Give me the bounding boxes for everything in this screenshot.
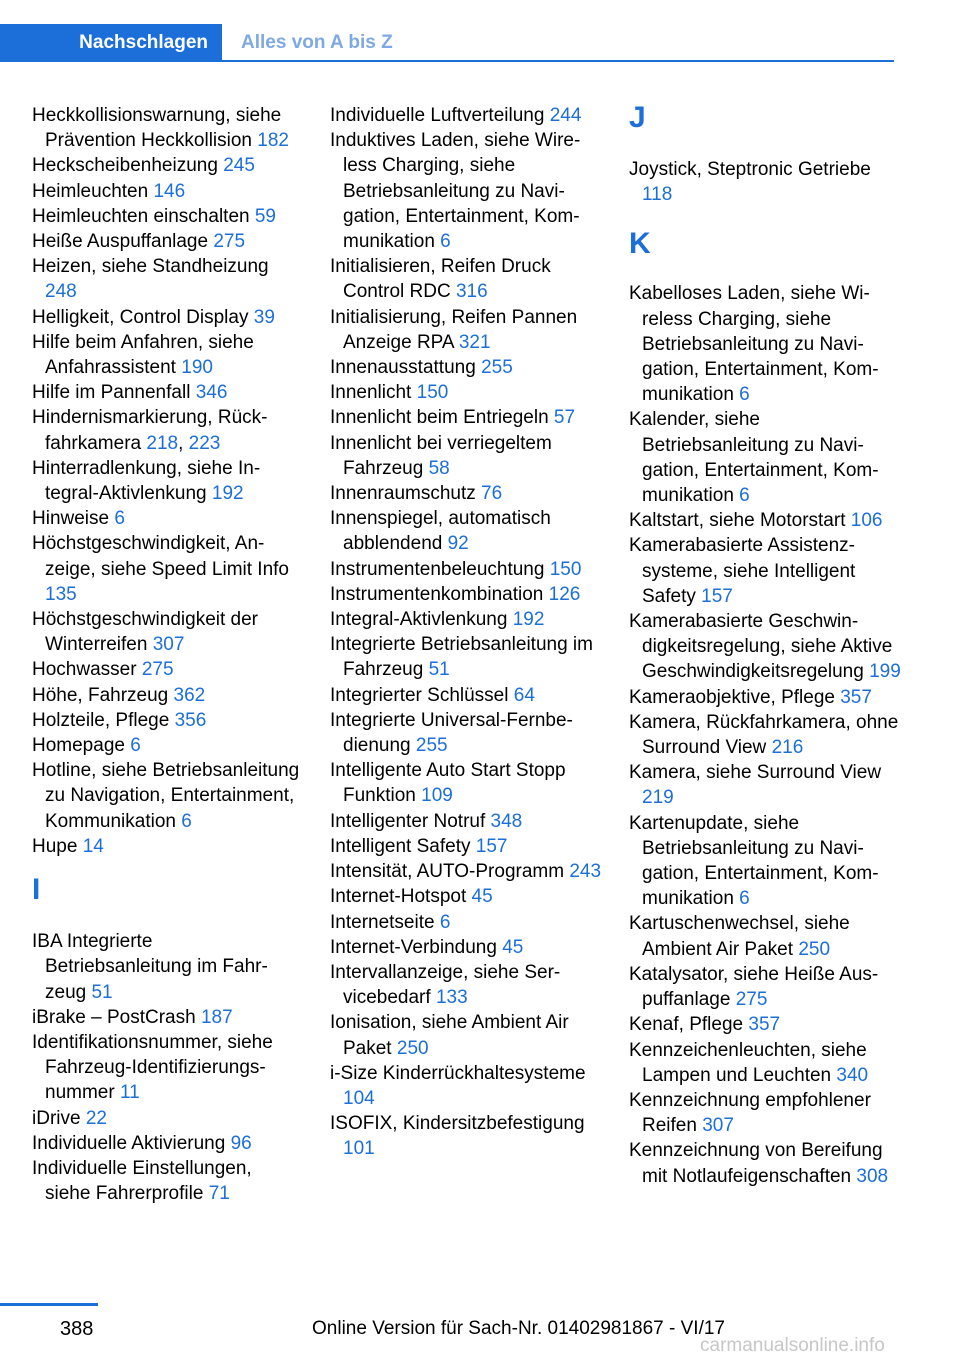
index-entry-text: Joystick, Steptronic Getriebe xyxy=(629,159,871,180)
page-reference-link[interactable]: 146 xyxy=(153,180,186,202)
index-entry-text: Initialisieren, Reifen Druck Control RDC xyxy=(330,256,551,303)
index-entry-text: iDrive xyxy=(32,1107,81,1129)
page-reference-link[interactable]: 216 xyxy=(771,737,804,759)
index-entry-text: Hinterradlenkung, siehe Integral-Aktivlenkung xyxy=(32,457,261,505)
section-tab-nachschlagen[interactable]: Nachschlagen xyxy=(0,24,222,62)
index-entry xyxy=(330,380,602,405)
index-entry-text: Heimleuchten xyxy=(32,180,149,202)
index-letter-heading: J xyxy=(629,101,646,134)
index-entry xyxy=(32,153,302,178)
page-reference-link[interactable]: 244 xyxy=(549,105,582,126)
page-reference-link[interactable]: 190 xyxy=(181,357,213,379)
index-entry xyxy=(32,103,302,153)
index-entry xyxy=(330,607,602,632)
index-entry xyxy=(629,1038,901,1088)
index-entry-text: Hinweise xyxy=(32,508,110,530)
index-entry xyxy=(629,811,901,912)
index-entry-text: Instrumentenkombination xyxy=(330,583,544,605)
index-entry-text: Kaltstart, siehe Motorstart xyxy=(629,510,846,532)
page-reference-link[interactable]: 182 xyxy=(257,130,289,152)
index-column-3 xyxy=(629,103,901,1189)
page-reference-link[interactable]: 275 xyxy=(213,231,246,253)
index-entry xyxy=(330,708,602,758)
index-entry xyxy=(330,355,602,380)
page-reference-link[interactable]: 255 xyxy=(481,357,513,379)
index-entry xyxy=(629,760,901,810)
index-entry-text: Innenspiegel, automatisch abblendend xyxy=(330,508,551,555)
page-reference-link[interactable]: 192 xyxy=(211,483,244,505)
index-entry xyxy=(32,1005,302,1030)
page-reference-link[interactable]: 243 xyxy=(569,861,602,883)
page-reference-link[interactable]: 76 xyxy=(481,483,503,505)
page-reference-link[interactable]: 219 xyxy=(642,787,674,809)
index-entry xyxy=(330,884,602,909)
index-entry xyxy=(330,405,602,430)
index-entry xyxy=(330,254,602,304)
index-entry-text: Heimleuchten einschalten xyxy=(32,205,250,227)
index-entry xyxy=(629,508,901,533)
index-entry xyxy=(629,1088,901,1138)
page-reference-link[interactable]: 157 xyxy=(701,585,733,607)
page-reference-link[interactable]: 71 xyxy=(208,1183,230,1205)
page-reference-link[interactable]: 106 xyxy=(850,510,883,532)
section-tab-alles-von-a-bis-z[interactable]: Alles von A bis Z xyxy=(241,32,393,53)
index-entry-text: iBrake – PostCrash xyxy=(32,1006,196,1028)
page-reference-link[interactable]: 192 xyxy=(512,609,545,631)
page-reference-link[interactable]: 150 xyxy=(416,382,449,404)
page-reference-link[interactable]: 357 xyxy=(840,686,872,708)
index-letter-heading: I xyxy=(32,873,41,907)
index-entry xyxy=(32,1131,302,1156)
index-entry-text: Kamera, siehe Surround View xyxy=(629,762,882,784)
index-entry xyxy=(330,910,602,935)
index-entry-text: Innenlicht xyxy=(330,382,412,404)
page-reference-link[interactable]: 357 xyxy=(748,1014,781,1036)
page-reference-link[interactable]: 316 xyxy=(455,281,488,303)
index-entry-text: Intelligente Auto Start Stopp Funktion xyxy=(330,760,566,807)
index-entry xyxy=(330,1061,602,1111)
index-entry: Hindernismarkierung, Rückfahrkamera 218, 223 xyxy=(32,407,268,454)
index-entry xyxy=(629,407,901,508)
page-reference-link[interactable]: 6 xyxy=(439,911,451,933)
index-entry-text: Helligkeit, Control Display xyxy=(32,306,249,328)
page-reference-link[interactable]: 92 xyxy=(447,533,469,555)
page-reference-link[interactable]: 45 xyxy=(502,936,524,958)
watermark: carmanualsonline.info xyxy=(700,1335,885,1356)
header-divider xyxy=(222,60,894,62)
index-entry xyxy=(330,1010,602,1060)
index-entry-text: Ionisation, siehe Ambient Air Paket xyxy=(330,1012,569,1059)
index-entry xyxy=(32,330,302,380)
index-entry-text: Hilfe im Pannenfall xyxy=(32,382,191,404)
index-entry xyxy=(629,911,901,961)
index-entry xyxy=(629,710,901,760)
page-reference-link[interactable]: 11 xyxy=(119,1082,140,1104)
index-entry xyxy=(330,683,602,708)
index-entry-text: Kennzeichnung von Bereifung mit Notlaufeigenschaften xyxy=(629,1140,883,1187)
index-entry xyxy=(32,229,302,254)
index-entry xyxy=(629,962,901,1012)
page-reference-link[interactable]: 6 xyxy=(739,888,750,910)
index-entry-text: Höchstgeschwindigkeit der Winterreifen xyxy=(32,609,259,656)
index-entry-text: Internet-Hotspot xyxy=(330,886,467,908)
page-number: 388 xyxy=(60,1318,94,1340)
index-entry-text: Heiße Auspuffanlage xyxy=(32,231,209,253)
index-entry-text: Initialisierung, Reifen Pannen Anzeige RPA xyxy=(330,306,578,353)
page-reference-link[interactable]: 321 xyxy=(458,331,491,353)
index-entry-text: Kartenupdate, siehe Betriebsanleitung zu Navigation, Entertainment, Kommunikation xyxy=(629,812,879,910)
index-entry-text: i-Size Kinderrückhaltesysteme xyxy=(330,1062,586,1084)
page-reference-link[interactable]: 39 xyxy=(253,306,275,328)
index-entry-text: Innenlicht beim Entriegeln xyxy=(330,407,549,429)
index-entry-text: Innenausstattung xyxy=(330,357,476,379)
page-reference-link[interactable]: 275 xyxy=(141,659,174,681)
page-reference-link[interactable]: 6 xyxy=(114,508,125,530)
page-reference-link[interactable]: 150 xyxy=(549,558,582,580)
index-entry xyxy=(330,935,602,960)
index-entry-text: Kabelloses Laden, siehe Wireless Charging, siehe Betriebsanleitung zu Navigation, Entertainment, Kommunikation xyxy=(629,283,879,406)
index-entry-text: ISOFIX, Kindersitzbefestigung xyxy=(330,1113,585,1135)
index-entry xyxy=(629,1138,901,1188)
index-entry-text: Höhe, Fahrzeug xyxy=(32,684,169,706)
page-reference-link[interactable]: 346 xyxy=(195,382,228,404)
index-entry-text: Integrierte Universal-Fernbedienung xyxy=(330,709,573,757)
page-reference-link[interactable]: 218 xyxy=(146,432,179,454)
index-column-2 xyxy=(330,103,602,1162)
page-reference-link[interactable]: 135 xyxy=(45,583,77,605)
page-reference-link[interactable]: 356 xyxy=(174,709,207,731)
index-entry xyxy=(32,834,302,859)
index-entry xyxy=(330,582,602,607)
index-entry xyxy=(629,157,901,207)
page-reference-link[interactable]: 248 xyxy=(45,281,77,303)
page-reference-link[interactable]: 58 xyxy=(428,457,450,479)
page-reference-link[interactable]: 348 xyxy=(490,810,523,832)
page-reference-link[interactable]: 6 xyxy=(440,231,451,253)
page-reference-link[interactable]: 51 xyxy=(91,981,113,1003)
index-entry-text: Höchstgeschwindigkeit, Anzeige, siehe Speed Limit Info xyxy=(32,533,289,580)
page-reference-link[interactable]: 6 xyxy=(130,735,141,757)
page-reference-link[interactable]: 157 xyxy=(475,835,508,857)
index-entry-text: Hilfe beim Anfahren, siehe Anfahrassistent xyxy=(32,331,254,379)
page-reference-link[interactable]: 22 xyxy=(85,1107,107,1129)
index-entry xyxy=(629,685,901,710)
page-reference-link[interactable]: 307 xyxy=(152,634,185,656)
index-entry xyxy=(330,632,602,682)
index-entry-text: Homepage xyxy=(32,735,125,757)
index-entry xyxy=(32,1030,302,1106)
index-entry xyxy=(330,834,602,859)
page-reference-link[interactable]: 45 xyxy=(471,886,493,908)
index-entry-text: Holzteile, Pflege xyxy=(32,709,170,731)
page-reference-link[interactable]: 126 xyxy=(548,583,581,605)
index-entry xyxy=(629,1012,901,1037)
index-entry-text: Kennzeichenleuchten, siehe Lampen und Leuchten xyxy=(629,1039,867,1086)
index-entry-text: Kennzeichnung empfohlener Reifen xyxy=(629,1089,871,1137)
index-entry xyxy=(32,758,302,834)
index-entry-text: Kenaf, Pflege xyxy=(629,1014,744,1036)
index-entry xyxy=(32,657,302,682)
page-reference-link[interactable]: 14 xyxy=(82,835,104,857)
index-entry xyxy=(32,733,302,758)
index-entry xyxy=(32,204,302,229)
index-entry xyxy=(330,506,602,556)
page-reference-link[interactable]: 199 xyxy=(869,661,901,683)
page-reference-link[interactable]: 109 xyxy=(421,785,453,807)
index-entry xyxy=(330,859,602,884)
index-entry xyxy=(330,557,602,582)
index-entry-text: Intensität, AUTO-Programm xyxy=(330,861,565,883)
index-entry-text: Individuelle Luftverteilung xyxy=(330,105,545,126)
page-reference-link[interactable]: 51 xyxy=(428,659,450,681)
index-entry-text: Induktives Laden, siehe Wireless Charging, siehe Betriebsanleitung zu Navigation, Entertainment, Kommunikation xyxy=(330,130,581,253)
page-reference-link[interactable]: 104 xyxy=(343,1087,375,1109)
index-entry xyxy=(330,431,602,481)
index-entry-text: Kamerabasierte Geschwindigkeitsregelung, siehe Aktive Geschwindigkeitsregelung xyxy=(629,611,893,683)
index-entry xyxy=(629,281,901,407)
page-reference-link[interactable]: 59 xyxy=(254,205,276,227)
page-reference-link[interactable]: 6 xyxy=(181,810,192,832)
index-entry xyxy=(330,128,602,254)
index-entry xyxy=(32,683,302,708)
page-reference-link[interactable]: 187 xyxy=(200,1006,233,1028)
index-entry-text: Heckscheibenheizung xyxy=(32,155,218,177)
index-entry-text: Kamera, Rückfahrkamera, ohne Surround View xyxy=(629,711,899,759)
index-entry-text: Integral-Aktivlenkung xyxy=(330,609,508,631)
index-entry xyxy=(330,305,602,355)
index-entry-text: Katalysator, siehe Heiße Auspuffanlage xyxy=(629,963,879,1011)
index-entry xyxy=(330,481,602,506)
index-entry xyxy=(330,103,602,128)
index-entry-text: Kameraobjektive, Pflege xyxy=(629,686,835,708)
index-entry-text: Kamerabasierte Assistenzsysteme, siehe Intelligent Safety xyxy=(629,535,856,607)
page-reference-link[interactable]: 308 xyxy=(856,1165,889,1187)
index-entry-text: Intelligent Safety xyxy=(330,835,471,857)
page-reference-link[interactable]: 340 xyxy=(836,1064,869,1086)
page-reference-link[interactable]: 101 xyxy=(343,1138,375,1160)
index-entry-text: Heckkollisionswarnung, siehe Prävention Heckkollision xyxy=(32,105,282,152)
index-entry xyxy=(32,1106,302,1131)
page-header xyxy=(0,0,960,62)
index-entry-text: Hotline, siehe Betriebsanleitung zu Navigation, Entertainment, Kommunikation xyxy=(32,760,300,832)
index-entry xyxy=(32,708,302,733)
index-entry xyxy=(32,607,302,657)
index-entry-text: Hupe xyxy=(32,835,78,857)
index-entry-text: Innenlicht bei verriegeltem Fahrzeug xyxy=(330,432,552,479)
page-reference-link[interactable]: 57 xyxy=(553,407,576,429)
index-entry-text: Hochwasser xyxy=(32,659,137,681)
page-reference-link[interactable]: 245 xyxy=(223,155,255,177)
page-reference-link[interactable]: 223 xyxy=(188,432,221,454)
index-entry xyxy=(32,254,302,304)
page-reference-link[interactable]: 6 xyxy=(739,485,750,507)
index-entry-text: Integrierter Schlüssel xyxy=(330,684,509,706)
index-entry-text: Internetseite xyxy=(330,911,435,933)
index-entry xyxy=(32,456,302,506)
index-entry-text: Intelligenter Notruf xyxy=(330,810,486,832)
index-letter-heading: K xyxy=(629,227,651,261)
page-reference-link[interactable]: 362 xyxy=(173,684,206,706)
footer-rule xyxy=(0,1303,98,1306)
page-reference-link[interactable]: 275 xyxy=(735,989,768,1011)
index-entry xyxy=(32,506,302,531)
index-entry-text: Integrierte Betriebsanleitung im Fahrzeug xyxy=(330,634,593,681)
page-reference-link[interactable]: 250 xyxy=(798,938,831,960)
index-entry xyxy=(32,305,302,330)
index-entry-text: Internet-Verbindung xyxy=(330,936,497,958)
index-entry xyxy=(629,609,901,685)
index-entry xyxy=(32,1156,302,1206)
index-entry xyxy=(330,1111,602,1161)
page-reference-link[interactable]: 118 xyxy=(642,184,673,206)
index-entry xyxy=(330,960,602,1010)
index-entry xyxy=(32,929,302,1005)
index-entry-text: Heizen, siehe Standheizung xyxy=(32,256,269,278)
index-entry-text: Individuelle Einstellungen, siehe Fahrerprofile xyxy=(32,1157,252,1205)
page-reference-link[interactable]: 307 xyxy=(702,1115,734,1137)
index-entry-text: Individuelle Aktivierung xyxy=(32,1132,226,1154)
index-entry-text: Kartuschenwechsel, siehe Ambient Air Paket xyxy=(629,913,850,960)
index-entry xyxy=(629,533,901,609)
index-entry-text: Instrumentenbeleuchtung xyxy=(330,558,545,580)
page-reference-link[interactable]: 133 xyxy=(435,987,468,1009)
page-reference-link[interactable]: 96 xyxy=(230,1132,252,1154)
index-column-1 xyxy=(32,103,302,1206)
page-reference-link[interactable]: 64 xyxy=(513,684,535,706)
page-reference-link[interactable]: 6 xyxy=(739,384,750,406)
index-entry-text: Intervallanzeige, siehe Servicebedarf xyxy=(330,961,561,1009)
page-reference-link[interactable]: 250 xyxy=(396,1037,429,1059)
page-reference-link[interactable]: 255 xyxy=(415,735,448,757)
index-entry xyxy=(330,809,602,834)
index-entry-text: Innenraumschutz xyxy=(330,483,476,505)
index-entry-text: Hindernismarkierung, Rückfahrkamera xyxy=(32,407,268,454)
index-entry xyxy=(32,380,302,405)
index-entry-text: IBA Integrierte Betriebsanleitung im Fahrzeug xyxy=(32,931,268,1003)
index-entry-text: Identifikationsnummer, siehe Fahrzeug-Identifizierungsnummer xyxy=(32,1031,273,1104)
index-entry xyxy=(32,179,302,204)
index-entry xyxy=(32,531,302,607)
index-entry xyxy=(330,758,602,808)
index-entry-text: Kalender, siehe Betriebsanleitung zu Navigation, Entertainment, Kommunikation xyxy=(629,409,879,507)
online-version-note: Online Version für Sach-Nr. 01402981867 - VI/17 xyxy=(312,1318,725,1339)
